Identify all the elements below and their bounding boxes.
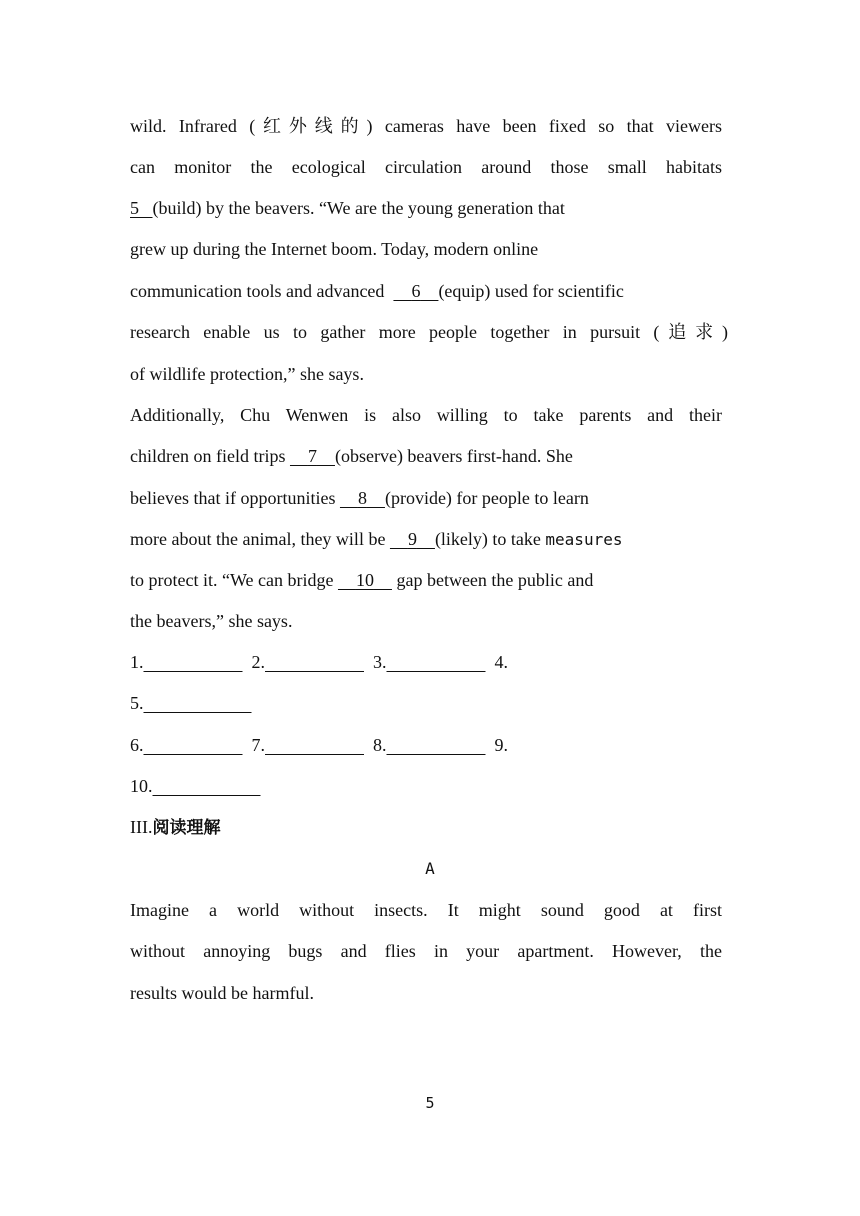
page-number: 5: [425, 1094, 435, 1112]
passage-line-2: can monitor the ecological circulation around those small habitats: [130, 157, 722, 177]
blank-6: [393, 281, 438, 301]
line-text: children on field trips: [130, 446, 290, 466]
answer-blank-1[interactable]: [144, 652, 243, 672]
measures-word: measures: [545, 530, 623, 549]
answer-blank-8[interactable]: [387, 735, 486, 755]
answer-label-10: 10.: [130, 776, 153, 796]
answer-blank-2[interactable]: [265, 652, 364, 672]
line-text: more about the animal, they will be: [130, 529, 390, 549]
blank-number: 8: [357, 488, 367, 508]
answer-blank-6[interactable]: [144, 735, 243, 755]
answer-row-1: [130, 651, 508, 673]
answer-blank-3[interactable]: [387, 652, 486, 672]
line-text: communication tools and advanced: [130, 281, 389, 301]
answer-label-8: 8.: [373, 735, 387, 755]
passage-line-7: of wildlife protection,” she says.: [130, 364, 364, 384]
blank-10: [338, 570, 392, 590]
line-text: (observe) beavers first-hand. She: [334, 446, 573, 466]
passage-line-9: [130, 445, 573, 467]
section-title: 阅读理解: [152, 818, 221, 838]
blank-8: [340, 488, 385, 508]
reading-line-3: results would be harmful.: [130, 983, 314, 1003]
passage-line-8: Additionally, Chu Wenwen is also willing to take parents and their: [130, 405, 722, 425]
answer-label-7: 7.: [251, 735, 265, 755]
passage-line-5: [130, 280, 624, 302]
line-text: (equip) used for scientific: [438, 281, 624, 301]
reading-line-2: without annoying bugs and flies in your apartment. However, the: [130, 941, 722, 961]
answer-label-5: 5.: [130, 693, 144, 713]
passage-line-12: [130, 569, 593, 591]
line-text: (likely) to take: [434, 529, 546, 549]
answer-blank-10[interactable]: [153, 776, 261, 796]
passage-line-1: wild. Infrared (红外线的) cameras have been fixed so that viewers: [130, 116, 722, 136]
passage-line-3: [130, 197, 565, 219]
passage-line-4: grew up during the Internet boom. Today, modern online: [130, 239, 539, 259]
line-text: (provide) for people to learn: [384, 488, 589, 508]
section-number: III.: [130, 817, 153, 837]
line-text: (build) by the beavers. “We are the young generation that: [152, 198, 565, 218]
answer-row-3: [130, 734, 508, 756]
blank-number: 9: [407, 529, 417, 549]
blank-number: 7: [307, 446, 317, 466]
answer-label-3: 3.: [373, 652, 387, 672]
line-text: believes that if opportunities: [130, 488, 340, 508]
blank-number: 10: [355, 570, 374, 590]
passage-line-6: research enable us to gather more people together in pursuit (追求): [130, 322, 728, 342]
blank-number: 6: [411, 281, 421, 301]
blank-5: [130, 198, 153, 218]
line-text: gap between the public and: [391, 570, 594, 590]
answer-blank-5[interactable]: [144, 693, 252, 713]
answer-blank-7[interactable]: [265, 735, 364, 755]
blank-9: [390, 529, 435, 549]
answer-label-4: 4.: [494, 652, 508, 672]
answer-label-6: 6.: [130, 735, 144, 755]
passage-label: A: [425, 859, 435, 878]
section-heading: [130, 816, 220, 839]
reading-line-1: Imagine a world without insects. It might sound good at first: [130, 900, 722, 920]
answer-label-9: 9.: [494, 735, 508, 755]
passage-line-11: [130, 528, 622, 551]
answer-row-2: [130, 692, 252, 714]
answer-label-2: 2.: [251, 652, 265, 672]
answer-row-4: [130, 775, 261, 797]
passage-line-10: [130, 487, 589, 509]
blank-7: [290, 446, 335, 466]
answer-label-1: 1.: [130, 652, 144, 672]
line-text: to protect it. “We can bridge: [130, 570, 338, 590]
passage-line-13: the beavers,” she says.: [130, 611, 293, 631]
blank-number: 5: [130, 198, 139, 218]
